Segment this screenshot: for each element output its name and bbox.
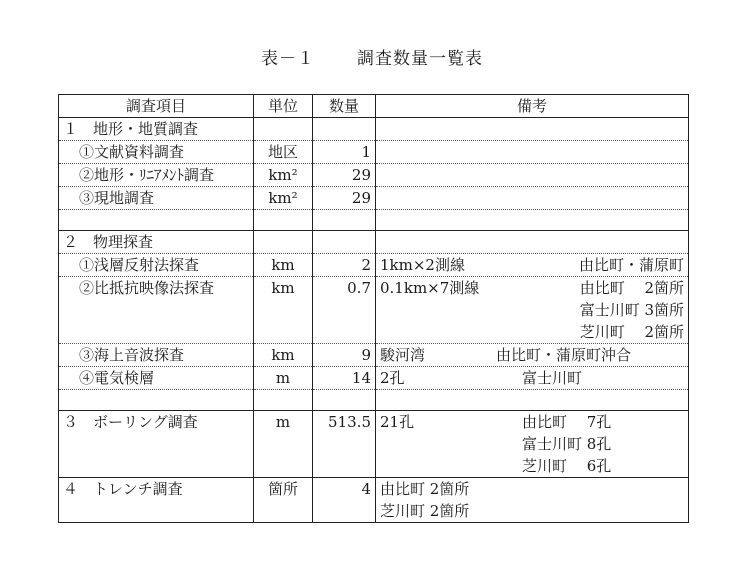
remarks-cell [376,187,689,210]
section-4-row [59,478,689,523]
unit-cell: km [254,277,313,344]
remark-location: 芝川町 2箇所 [579,323,684,341]
remark-location: 由比町 7孔 [522,413,612,431]
quantity-cell: 29 [313,164,376,187]
remarks-cell [376,411,689,478]
item-cell: ③現地調査 [59,187,254,210]
item-cell: ②比抵抗映像法探査 [59,277,254,344]
remark-location: 芝川町 2箇所 [380,502,470,520]
quantity-cell: 513.5 [313,411,376,478]
unit-cell: km [254,344,313,367]
table-row [59,164,689,187]
remarks-cell [376,277,689,344]
header-remarks: 備考 [376,95,689,118]
remarks-cell [376,478,689,523]
unit-cell: m [254,411,313,478]
remark-text: 1km×2測線 [380,256,465,274]
remarks-cell [376,254,689,277]
section-2-label: ２ 物理探査 [59,231,254,254]
remark-location: 富士川町 8孔 [522,435,612,453]
remark-location: 由比町・蒲原町沖合 [496,346,632,364]
remark-location: 富士川町 [522,369,583,387]
remark-location: 由比町・蒲原町 [578,256,684,274]
header-row [59,95,689,118]
item-cell: ①浅層反射法探査 [59,254,254,277]
quantity-cell: 14 [313,367,376,390]
remark-location: 芝川町 6孔 [522,457,612,475]
unit-cell: km [254,254,313,277]
remark-location: 由比町 2箇所 [380,480,470,498]
item-cell: ③海上音波探査 [59,344,254,367]
section-1-row [59,118,689,141]
quantity-cell: 1 [313,141,376,164]
item-cell: ②地形・ﾘﾆｱﾒﾝﾄ調査 [59,164,254,187]
table-title: 調査数量一覧表 [357,49,483,69]
spacer-row [59,390,689,411]
table-row [59,141,689,164]
remark-location: 由比町 2箇所 [579,279,684,297]
remark-text: 0.1km×7測線 [380,279,480,297]
header-quantity: 数量 [313,95,376,118]
remarks-cell [376,164,689,187]
section-2-row [59,231,689,254]
quantity-cell: 4 [313,478,376,523]
remark-text: 21孔 [380,413,415,431]
section-3-row [59,411,689,478]
item-cell: ①文献資料調査 [59,141,254,164]
header-item: 調査項目 [59,95,254,118]
section-4-label: ４ トレンチ調査 [59,478,254,523]
quantity-cell: 2 [313,254,376,277]
table-row [59,367,689,390]
unit-cell: 地区 [254,141,313,164]
quantity-cell: 0.7 [313,277,376,344]
quantity-cell: 9 [313,344,376,367]
header-unit: 単位 [254,95,313,118]
table-row [59,344,689,367]
remarks-cell [376,344,689,367]
section-1-label: １ 地形・地質調査 [59,118,254,141]
section-3-label: ３ ボーリング調査 [59,411,254,478]
spacer-row [59,210,689,231]
survey-quantity-table [58,94,689,523]
remark-location: 富士川町 3箇所 [579,301,684,319]
remarks-cell [376,367,689,390]
remarks-cell [376,141,689,164]
unit-cell: 箇所 [254,478,313,523]
table-row [59,187,689,210]
unit-cell: m [254,367,313,390]
quantity-cell: 29 [313,187,376,210]
table-number: 表－１ [261,49,315,69]
table-row [59,254,689,277]
unit-cell: km² [254,187,313,210]
unit-cell: km² [254,164,313,187]
remark-text: 2孔 [380,369,405,387]
table-row [59,277,689,344]
document-title [0,44,744,69]
remark-text: 駿河湾 [380,346,426,364]
item-cell: ④電気検層 [59,367,254,390]
